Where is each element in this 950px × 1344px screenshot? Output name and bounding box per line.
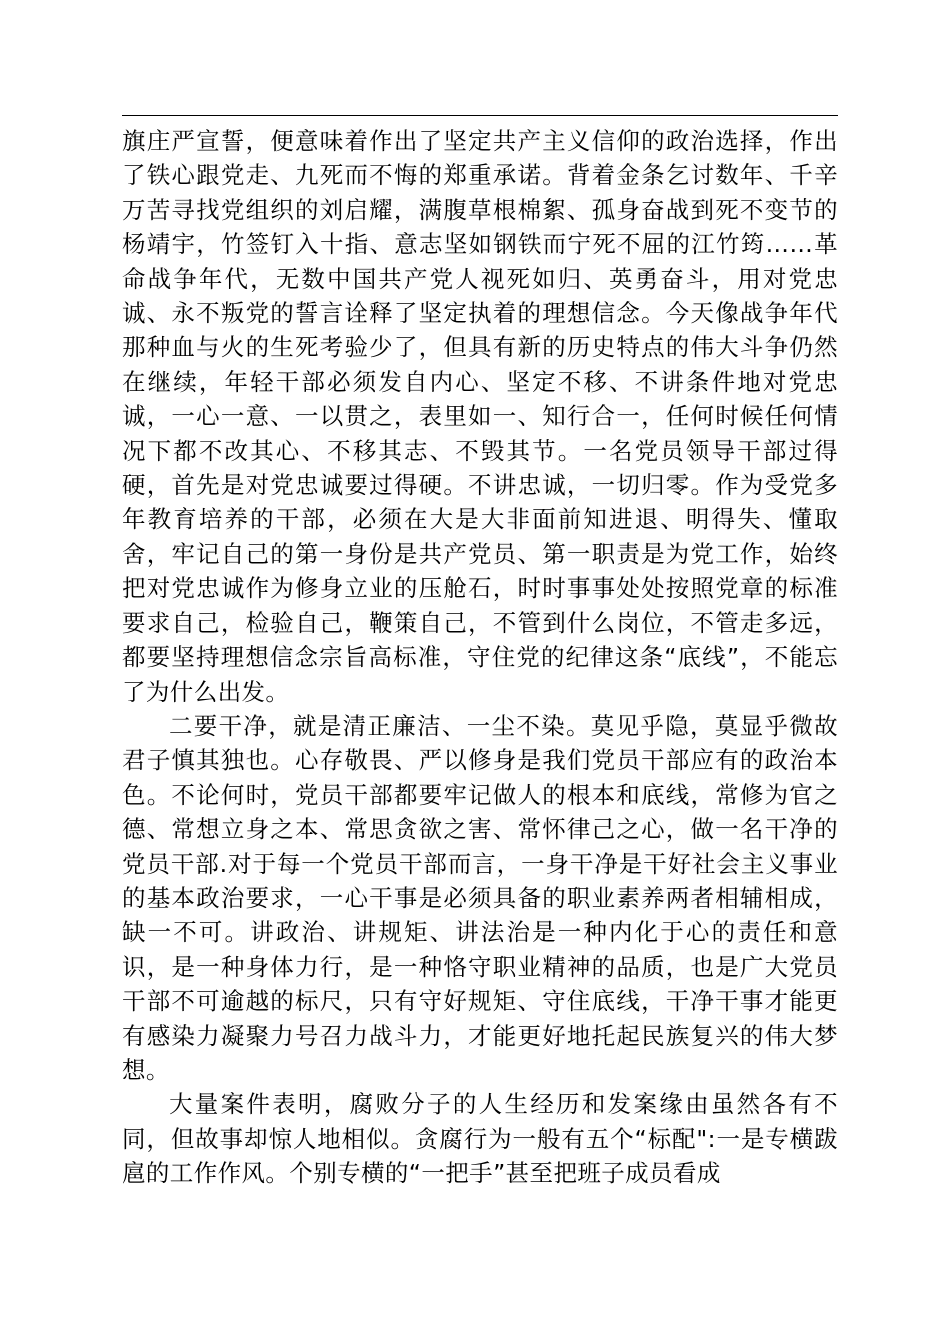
paragraph-3: 大量案件表明，腐败分子的人生经历和发案缘由虽然各有不同，但故事却惊人地相似。贪腐行为一般有五个“标配":一是专横跋扈的工作作风。个别专横的“一把手”甚至把班子成员看成	[122, 1090, 838, 1188]
paragraph-1: 旗庄严宣誓，便意味着作出了坚定共产主义信仰的政治选择，作出了铁心跟党走、九死而不悔的郑重承诺。背着金条乞讨数年、千辛万苦寻找党组织的刘启耀，满腹草根棉絮、孤身奋战到死不变节的杨靖宇，竹签钉入十指、意志坚如钢铁而宁死不屈的江竹筠……革命战争年代，无数中国共产党人视死如归、英勇奋斗，用对党忠诚、永不叛党的誓言诠释了坚定执着的理想信念。今天像战争年代那种血与火的生死考验少了，但具有新的历史特点的伟大斗争仍然在继续，年轻干部必须发自内心、坚定不移、不讲条件地对党忠诚，一心一意、一以贯之，表里如一、知行合一，任何时候任何情况下都不改其心、不移其志、不毁其节。一名党员领导干部过得硬，首先是对党忠诚要过得硬。不讲忠诚，一切归零。作为受党多年教育培养的干部，必须在大是大非面前知进退、明得失、懂取舍，牢记自己的第一身份是共产党员、第一职责是为党工作，始终把对党忠诚作为修身立业的压舱石，时时事事处处按照党章的标准要求自己，检验自己，鞭策自己，不管到什么岗位，不管走多远，都要坚持理想信念宗旨高标准，守住党的纪律这条“底线”，不能忘了为什么出发。	[122, 127, 838, 706]
document-body	[122, 124, 838, 1191]
paragraph-2: 二要干净，就是清正廉洁、一尘不染。莫见乎隐，莫显乎微故君子慎其独也。心存敬畏、严以修身是我们党员干部应有的政治本色。不论何时，党员干部都要牢记做人的根本和底线，常修为官之德、常想立身之本、常思贪欲之害、常怀律己之心，做一名干净的党员干部.对于每一个党员干部而言，一身干净是干好社会主义事业的基本政治要求，一心干事是必须具备的职业素养两者相辅相成，缺一不可。讲政治、讲规矩、讲法治是一种内化于心的责任和意识，是一种身体力行，是一种恪守职业精神的品质，也是广大党员干部不可逾越的标尺，只有守好规矩、守住底线，干净干事才能更有感染力凝聚力号召力战斗力，才能更好地托起民族复兴的伟大梦想。	[122, 711, 838, 1084]
header-rule	[122, 115, 838, 116]
